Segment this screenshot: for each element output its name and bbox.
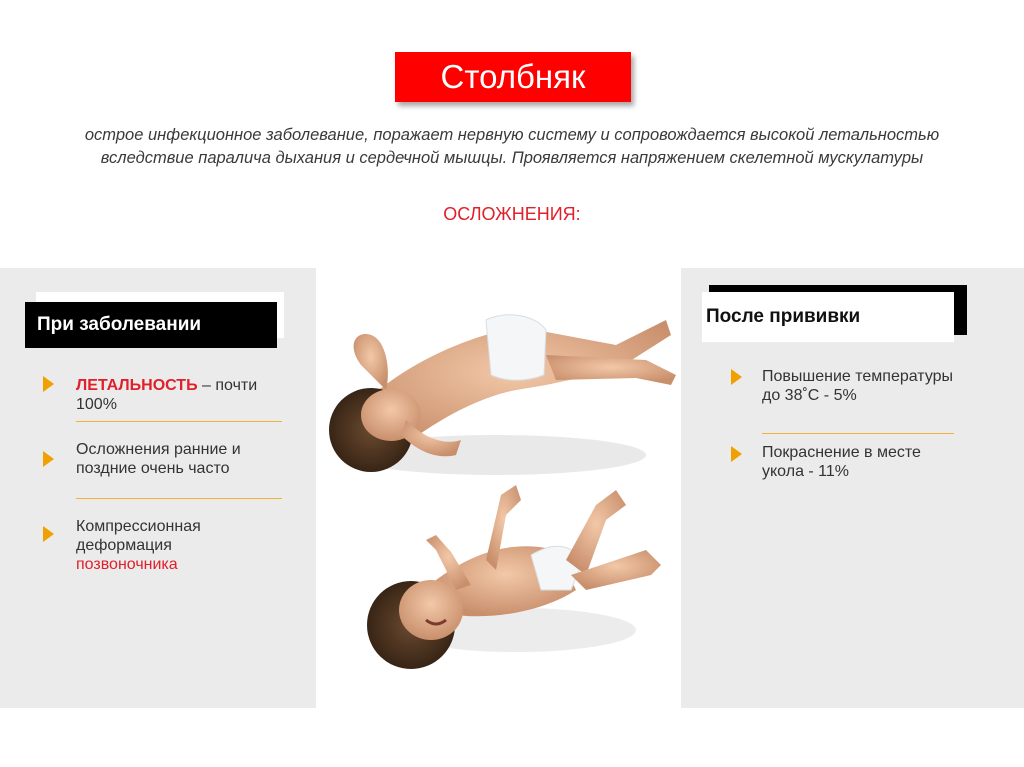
divider: [76, 421, 282, 422]
tetanus-opisthotonus-illustration: [316, 290, 681, 700]
definition-text: [20, 124, 1004, 170]
bullet-icon: [43, 376, 54, 392]
right-item-redness: Покраснение в месте укола - 11%: [762, 444, 921, 480]
figure-flexed: [367, 485, 661, 669]
bullet-icon: [43, 526, 54, 542]
left-item-mortality: ЛЕТАЛЬНОСТЬ – почти 100%: [76, 377, 258, 413]
bullet-icon: [731, 446, 742, 462]
right-panel-header: После прививки: [702, 292, 954, 342]
figure-arched: [329, 315, 676, 475]
slide-title: Столбняк: [395, 52, 631, 102]
complications-label: ОСЛОЖНЕНИЯ:: [443, 204, 581, 224]
left-panel-header: При заболевании: [25, 302, 277, 348]
left-item-complications: Осложнения ранние и поздние очень часто: [76, 441, 241, 477]
right-item-temperature: Повышение температуры до 38˚С - 5%: [762, 368, 954, 404]
divider: [76, 498, 282, 499]
left-item-deformation: Компрессионная деформация позвоночника: [76, 518, 201, 573]
definition-line-2: вследствие паралича дыхания и сердечной мышцы. Проявляется напряжением скелетной мускулатуры: [100, 149, 924, 167]
bullet-icon: [43, 451, 54, 467]
definition-line-1: острое инфекционное заболевание, поражает нервную систему и сопровождается высокой летальностью: [84, 126, 940, 144]
bullet-icon: [731, 369, 742, 385]
divider: [762, 433, 954, 434]
